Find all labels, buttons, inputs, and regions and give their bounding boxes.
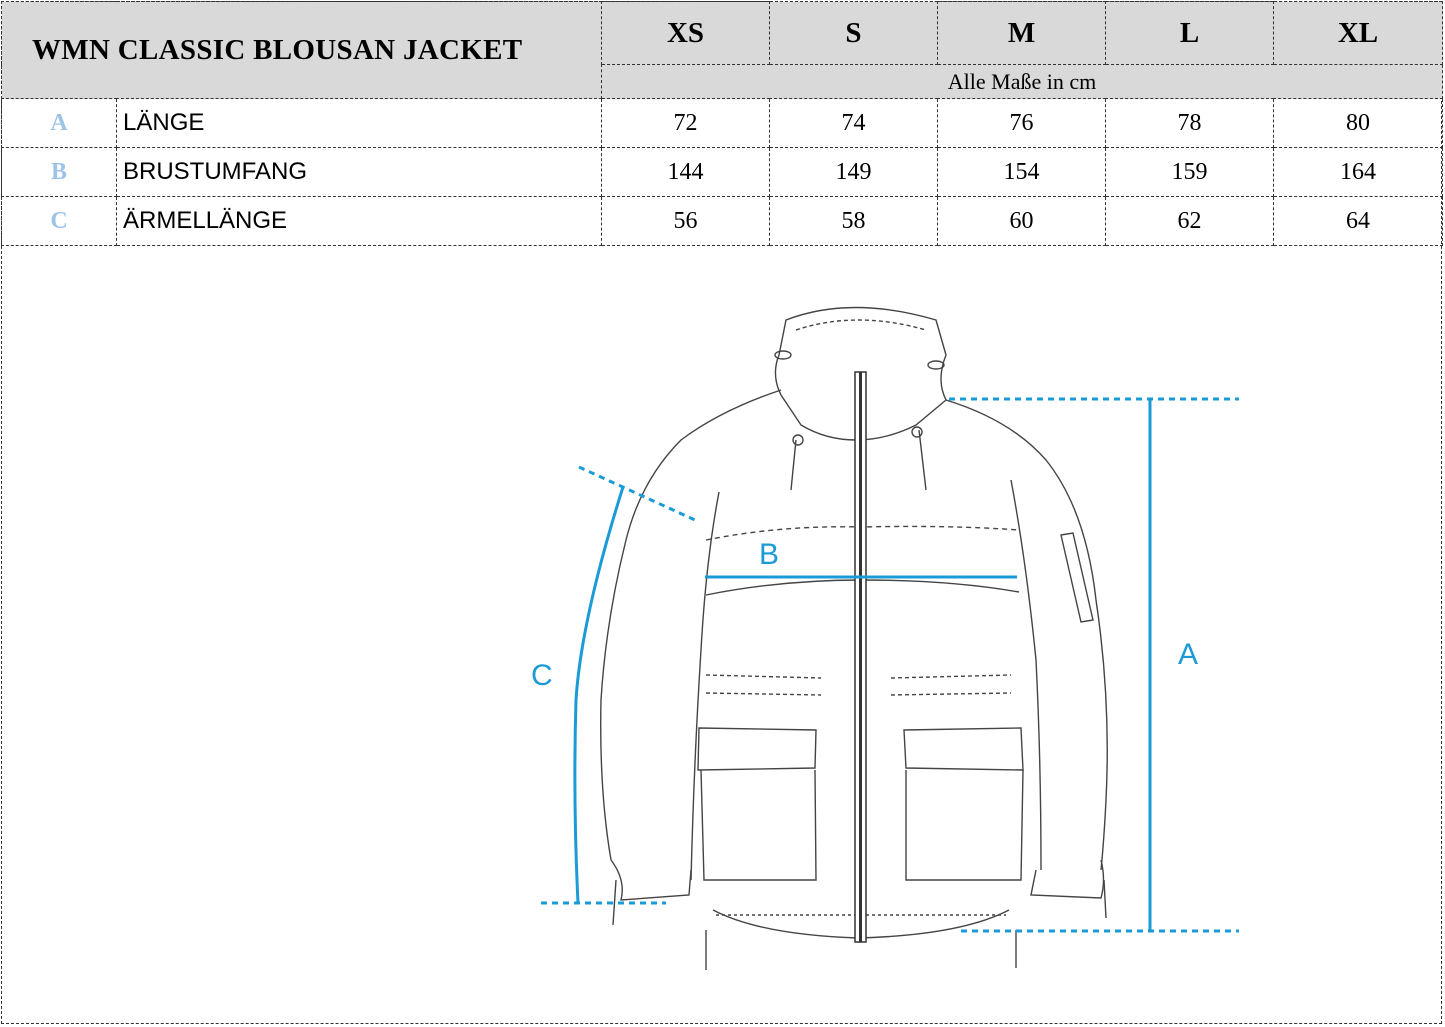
size-header-l: L — [1106, 2, 1274, 65]
row-letter: B — [2, 148, 117, 197]
cell-value: 144 — [602, 148, 770, 197]
cell-value: 164 — [1274, 148, 1443, 197]
measure-b-label: B — [759, 538, 780, 571]
cell-value: 149 — [770, 148, 938, 197]
row-label: ÄRMELLÄNGE — [117, 197, 602, 246]
size-table — [1, 1, 1443, 246]
cell-value: 60 — [938, 197, 1106, 246]
size-header-s: S — [770, 2, 938, 65]
cell-value: 56 — [602, 197, 770, 246]
row-letter: C — [2, 197, 117, 246]
cell-value: 58 — [770, 197, 938, 246]
cell-value: 78 — [1106, 99, 1274, 148]
jacket-measurement-diagram — [1, 247, 1442, 1024]
zipper — [855, 372, 866, 942]
table-row — [2, 197, 1443, 246]
cell-value: 64 — [1274, 197, 1443, 246]
size-header-xl: XL — [1274, 2, 1443, 65]
measure-c — [541, 467, 695, 903]
measure-a-label: A — [1178, 638, 1199, 671]
cell-value: 74 — [770, 99, 938, 148]
cell-value: 80 — [1274, 99, 1443, 148]
row-letter: A — [2, 99, 117, 148]
unit-note: Alle Maße in cm — [602, 65, 1443, 99]
product-title: WMN CLASSIC BLOUSAN JACKET — [2, 2, 602, 99]
measure-c-label: C — [531, 659, 553, 692]
table-row — [2, 99, 1443, 148]
cell-value: 72 — [602, 99, 770, 148]
cell-value: 76 — [938, 99, 1106, 148]
size-header-xs: XS — [602, 2, 770, 65]
cell-value: 154 — [938, 148, 1106, 197]
row-label: LÄNGE — [117, 99, 602, 148]
jacket-illustration — [601, 308, 1108, 971]
cell-value: 62 — [1106, 197, 1274, 246]
table-row — [2, 148, 1443, 197]
row-label: BRUSTUMFANG — [117, 148, 602, 197]
size-header-m: M — [938, 2, 1106, 65]
cell-value: 159 — [1106, 148, 1274, 197]
